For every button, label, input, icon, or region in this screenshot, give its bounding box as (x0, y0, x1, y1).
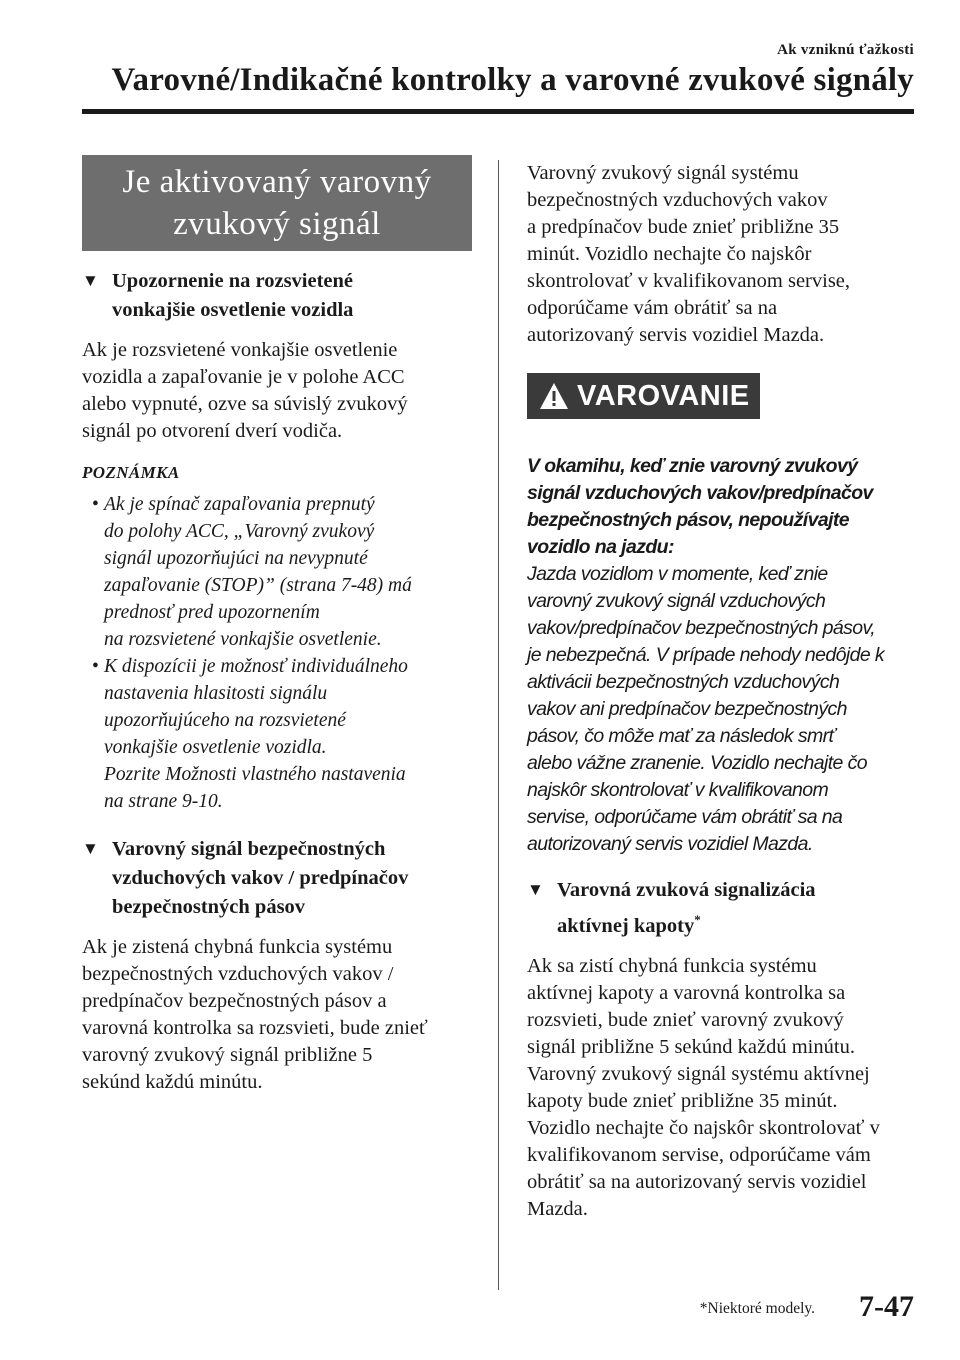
text-line: K dispozícii je možnosť individuálneho (104, 656, 408, 677)
text-line: minút. Vozidlo nechajte čo najskôr (527, 243, 812, 265)
subheading-active-bonnet (527, 876, 919, 941)
text-line: je nebezpečná. V prípade nehody nedôjde k (527, 644, 885, 666)
page-title: Varovné/Indikačné kontrolky a varovné zvukové signály (111, 62, 914, 98)
text-line: vozidla a zapaľovanie je v polohe ACC (82, 366, 405, 388)
heading-line: Varovná zvuková signalizácia (557, 879, 816, 901)
text-line: Varovný zvukový signál systému (527, 162, 799, 184)
paragraph-exterior-lights (82, 337, 472, 445)
text-line: do polohy ACC, „Varovný zvukový (104, 521, 375, 542)
text-line: najskôr skontrolovať v kvalifikovanom (527, 779, 829, 801)
text-line: vozidlo na jazdu: (527, 536, 674, 558)
heading-text: aktívnej kapoty (557, 914, 695, 937)
text-line: Jazda vozidlom v momente, keď znie (527, 563, 828, 585)
text-line: Mazda. (527, 1197, 588, 1220)
text-line: Varovný zvukový signál systému aktívnej (527, 1062, 870, 1085)
footer-note: *Niektoré modely. (699, 1300, 815, 1317)
triangle-marker-icon: ▼ (82, 839, 99, 858)
text-line: V okamihu, keď znie varovný zvukový (527, 455, 858, 477)
text-line: signál vzduchových vakov/predpínačov (527, 482, 873, 504)
note-item (82, 653, 472, 815)
warning-text (527, 453, 919, 858)
text-line: alebo vážne zranenie. Vozidlo nechajte čo (527, 752, 868, 774)
text-line: varovný zvukový signál vzduchových (527, 590, 826, 612)
text-line: bezpečnostných pásov, nepoužívajte (527, 509, 850, 531)
warning-lead (527, 453, 919, 561)
text-line: rozsvieti, bude znieť varovný zvukový (527, 1008, 844, 1031)
text-line: bezpečnostných vzduchových vakov (527, 189, 828, 211)
text-line: autorizovaný servis vozidiel Mazda. (527, 324, 825, 346)
heading-line: vzduchových vakov / predpínačov (112, 867, 409, 889)
warning-label: VAROVANIE (577, 380, 750, 412)
heading-line: Varovný signál bezpečnostných (112, 838, 386, 860)
note-label: POZNÁMKA (82, 463, 180, 482)
note-list (82, 491, 472, 815)
paragraph-active-bonnet (527, 953, 919, 1223)
column-divider (498, 160, 499, 1290)
text-line: autorizovaný servis vozidiel Mazda. (527, 833, 813, 855)
text-line: vakov/predpínačov bezpečnostných pásov, (527, 617, 876, 639)
text-line: aktivácii bezpečnostných vzduchových (527, 671, 840, 693)
banner-line: zvukový signál (173, 206, 381, 242)
text-line: vakov ani predpínačov bezpečnostných (527, 698, 847, 720)
text-line: kvalifikovanom servise, odporúčame vám (527, 1143, 871, 1166)
text-line: sekúnd každú minútu. (82, 1071, 263, 1093)
text-line: kapoty bude znieť približne 35 minút. (527, 1089, 838, 1112)
text-line: pásov, čo môže mať za následok smrť (527, 725, 835, 747)
text-line: signál upozorňujúci na nevypnuté (104, 548, 368, 569)
section-banner (82, 155, 472, 251)
heading-line-with-mark (557, 905, 919, 941)
heading-line: vonkajšie osvetlenie vozidla (112, 299, 354, 321)
triangle-marker-icon: ▼ (82, 271, 99, 290)
text-line: a predpínačov bude znieť približne 35 (527, 216, 840, 238)
heading-line: bezpečnostných pásov (112, 896, 306, 918)
text-line: alebo vypnuté, ozve sa súvislý zvukový (82, 393, 408, 415)
warning-triangle-icon (539, 382, 569, 410)
text-line: prednosť pred upozornením (104, 602, 320, 623)
text-line: bezpečnostných vzduchových vakov / (82, 963, 394, 985)
footnote-mark: * (694, 912, 701, 927)
text-line: varovný zvukový signál približne 5 (82, 1044, 373, 1066)
text-line: Ak je rozsvietené vonkajšie osvetlenie (82, 339, 398, 361)
text-line: signál po otvorení dverí vodiča. (82, 420, 343, 442)
text-line: nastavenia hlasitosti signálu (104, 683, 328, 704)
text-line: zapaľovanie (STOP)” (strana 7-48) má (104, 575, 412, 596)
bullet-icon: • (92, 494, 99, 515)
heading-line: Upozornenie na rozsvietené (112, 270, 354, 292)
text-line: aktívnej kapoty a varovná kontrolka sa (527, 981, 846, 1004)
text-line: varovná kontrolka sa rozsvieti, bude znieť (82, 1017, 428, 1039)
text-line: predpínačov bezpečnostných pásov a (82, 990, 387, 1012)
text-line: na strane 9-10. (104, 791, 223, 812)
warning-badge (527, 373, 760, 419)
note-item (82, 491, 472, 653)
triangle-marker-icon: ▼ (527, 880, 544, 899)
text-line: Ak je spínač zapaľovania prepnutý (104, 494, 375, 515)
page-number: 7-47 (859, 1290, 914, 1323)
text-line: Ak je zistená chybná funkcia systému (82, 936, 393, 958)
text-line: Pozrite Možnosti vlastného nastavenia (104, 764, 406, 785)
text-line: vonkajšie osvetlenie vozidla. (104, 737, 327, 758)
paragraph-airbag-signal (82, 934, 472, 1096)
header-rule (82, 109, 914, 114)
right-column (527, 160, 919, 1223)
text-line: servise, odporúčame vám obrátiť sa na (527, 806, 843, 828)
paragraph-airbag-duration (527, 160, 919, 349)
text-line: skontrolovať v kvalifikovanom servise, (527, 270, 851, 292)
header-kicker: Ak vzniknú ťažkosti (777, 42, 914, 58)
subheading-exterior-lights (82, 267, 472, 325)
bullet-icon: • (92, 656, 99, 677)
text-line: odporúčame vám obrátiť sa na (527, 297, 778, 319)
text-line: Ak sa zistí chybná funkcia systému (527, 954, 817, 977)
subheading-airbag-signal (82, 835, 472, 922)
text-line: upozorňujúceho na rozsvietené (104, 710, 346, 731)
banner-line: Je aktivovaný varovný (122, 164, 432, 200)
text-line: obrátiť sa na autorizovaný servis vozidiel (527, 1170, 867, 1193)
text-line: Vozidlo nechajte čo najskôr skontrolovať v (527, 1116, 880, 1139)
left-column (82, 155, 472, 1096)
text-line: na rozsvietené vonkajšie osvetlenie. (104, 629, 382, 650)
text-line: signál približne 5 sekúnd každú minútu. (527, 1035, 855, 1058)
